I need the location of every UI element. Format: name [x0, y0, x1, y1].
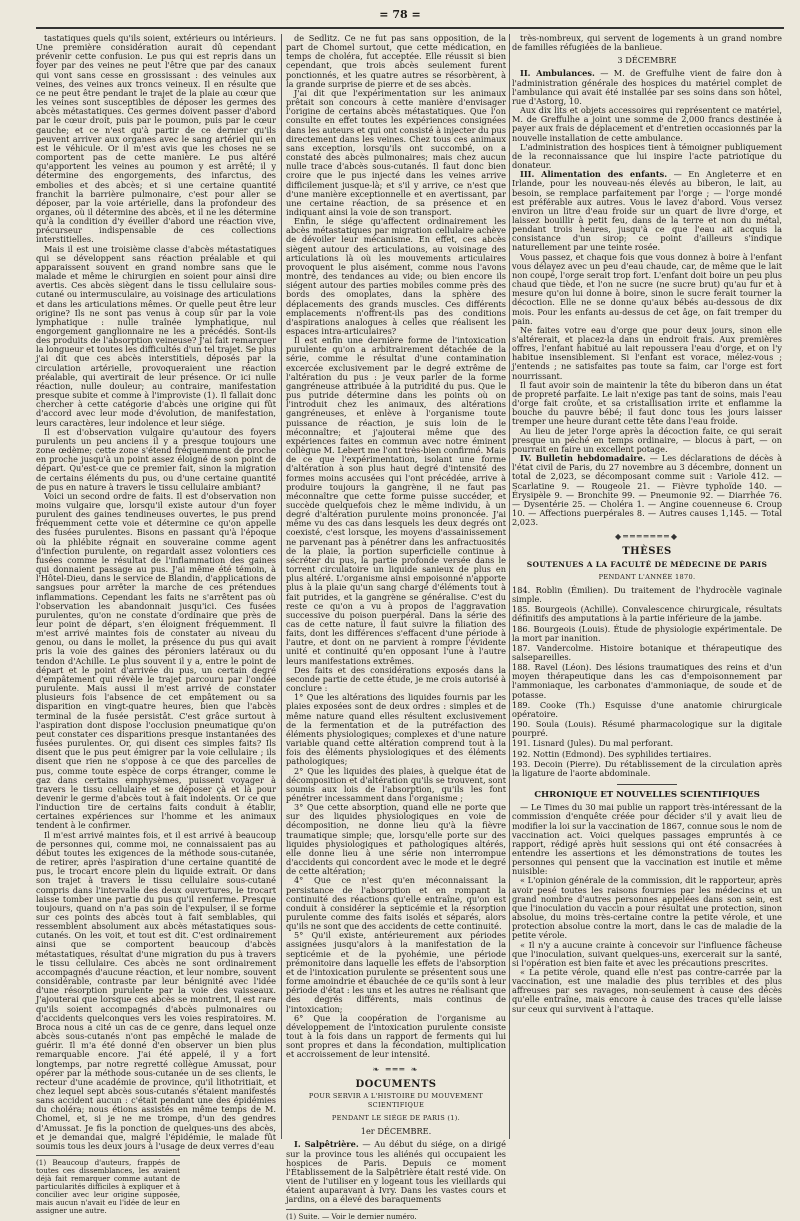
theses-title: THÈSES	[622, 546, 672, 558]
news-item-lead: III. Alimentation des enfants.	[520, 169, 668, 180]
paragraph: Des faits et des considérations exposés dans la seconde partie de cette étude, je me crois autorisé à conclure :	[286, 664, 506, 694]
news-item-text: Au lieu de jeter l'orge après la décoction faite, ce qui serait presque un péché en temps ordinaire, — blocus à part, — on pourrait en faire un excellent potage.	[512, 425, 782, 454]
news-item	[512, 69, 782, 106]
paragraph: Enfin, le siége qu'affectent ordinairement les abcès métastatiques par migration cellulaire achève de dévoiler leur mécanisme. En effet, ces abcès siègent autour des articulations, au voisinage des articulations là où les mouvements articulaires provoquent le plus aisément, comme nous l'avons montré, des tendances au vide; ou bien encore ils siégent autour des parties mobiles comme près des bords des omoplates, dans la sphère des déplacements des grands muscles. Ces différents emplacements n'offrent-ils pas des conditions d'aspirations analogues à celles que réalisent les espaces intra-articulaires?	[286, 216, 506, 336]
paragraph: — Le Times du 30 mai publie un rapport très-intéressant de la commission d'enquête créée pour décider s'il y avait lieu de modifier la loi sur la vaccination de 1867, connue sous le nom de vaccination act. Voici quelques passages empruntés à ce rapport, rédigé après huit sessions qui ont été consacrées à entendre les assertions et les démonstrations de toutes les personnes qui pensent que la vaccination est inutile et même nuisible:	[512, 802, 782, 877]
news-item-text: — Les déclarations de décès à l'état civil de Paris, du 27 novembre au 3 décembre, donnent un total de 2,023, se décomposant comme suit : Variole 412. — Scarlatine 9. — Rougeole 21. — Fièvre typhoïde 140. — Érysipèle 9. — Bronchite 99. — Pneumonie 92. — Diarrhée 76. — Dysentérie 25. — Choléra 1. — Angine couenneuse 6. Croup 10. — Affections puerpérales 8. — Autres causes 1,145. — Total 2,023.	[512, 453, 782, 528]
documents-date: 1er DÉCEMBRE.	[360, 1126, 432, 1137]
news-item	[512, 170, 782, 252]
paragraph: 2° Que les liquides des plaies, à quelque état de décomposition et d'altération qu'ils se trouvent, sont soumis aux lois de l'absorption, qu'ils les font pénétrer incessamment dans l'organisme ;	[286, 765, 506, 803]
column-divider	[509, 34, 510, 1139]
section-date: 3 DÉCEMBRE	[617, 55, 677, 66]
paragraph: 5° Qu'il existe, antérieurement aux périodes assignées jusqu'alors à la manifestation de la septicémie et de la pyohémie, une période prémonitoire dans laquelle les effets de l'absorption et de l'intoxication purulente se présentent sous une forme amoindrie et ébauchée de ce qu'ils sont à leur période d'état : les uns et les autres ne réalisant que des degrés différents, mais continus de l'intoxication;	[286, 930, 506, 1014]
thesis-item: 185. Bourgeois (Achille). Convalescence chirurgicale, résultats définitifs des amputations à la partie inférieure de la jambe.	[512, 604, 782, 624]
paragraph: tastatiques quels qu'ils soient, extérieurs ou intérieurs. Une première considération aurait dû cependant prévenir cette confusion. Le pus qui est repris dans un foyer par des veines ne peut l'être que par des canaux qui vont sans cesse en grossissant : des veinules aux veines, des veines aux troncs veineux. Il en résulte que ce ne peut être pendant le trajet de la plaie au cœur que les veines sont susceptibles de déposer les germes des abcès métastatiques. Ces germes doivent passer d'abord par le cœur droit, puis par le poumon, puis par le cœur gauche; et ce n'est qu'à partir de ce dernier qu'ils peuvent arriver aux organes avec le sang artériel qui en est le véhicule. Or il m'est avis que les choses ne se comportent pas de cette manière. Le pus altéré qu'apportent les veines au poumon y est arrêté; il y détermine des engorgements, des infarctus, des embolies et des abcès; et si une certaine quantité franchit la barrière pulmonaire, c'est pour aller se déposer, par la voie artérielle, dans la profondeur des organes, où il détermine des abcès, et il ne les détermine qu'à la condition d'y éveiller d'abord une réaction vive, précurseur indispensable de ces collections interstitielles.	[36, 33, 276, 245]
article-body-middle	[286, 34, 506, 1060]
paragraph: Mais il est une troisième classe d'abcès métastatiques qui se développent sans réaction préalable et qui apparaissent souvent en grand nombre sans que le malade et même le chirurgien en soient pour ainsi dire avertis. Ces abcès siègent dans le tissu cellulaire sous-cutané ou intermusculaire, au voisinage des articulations et dans les articulations mêmes. Or quelle peut être leur origine? Ils ne sont pas venus à coup sûr par la voie lymphatique : nulle traînée lymphatique, nul engorgement ganglionnaire ne les a précédés. Sont-ils des produits de l'absorption veineuse? J'ai fait remarquer la longueur et toutes les difficultés d'un tel trajet. Se plus j'ai dit que ces abcès interstitiels, déposés par la circulation artérielle, provoqueraient une réaction préalable, qui avertirait de leur présence. Or ici nulle réaction, nulle douleur; au contraire, manifestation presque subite et comme à l'improviste (1). Il fallait donc chercher à cette catégorie d'abcès une origine qui fût d'accord avec leur mode d'évolution, de manifestation, leurs caractères, leur indolence et leur siége.	[36, 243, 276, 428]
news-item	[512, 454, 782, 527]
documents-subtitle-1: POUR SERVIR A L'HISTOIRE DU MOUVEMENT SCIENTIFIQUE	[308, 1091, 484, 1109]
documents-items	[512, 69, 782, 527]
news-item-text: Aux dix lits et objets accessoires qui représentent ce matériel, M. de Greffulhe a joint une somme de 2,000 francs destinée à payer aux frais de déplacement et d'entretien occasionnés par la nouvelle installation de cette ambulance.	[512, 105, 782, 143]
continued-text: très-nombreux, qui servent de logements à un grand nombre de familles réfugiées de la banlieue.	[512, 33, 782, 53]
chronique-body	[512, 803, 782, 1014]
documents-item-lead: I. Salpêtrière.	[294, 1139, 359, 1150]
column-right	[512, 34, 782, 1134]
theses-list	[512, 586, 782, 778]
paragraph: Il est enfin une dernière forme de l'intoxication purulente qu'on a arbitrairement détachée de la série, comme le résultat d'une contamination excercée exclusivement par le degré extrême de l'altération du pus : je veux parler de la forme gangréneuse attribuée à la putridité du pus. Que le pus putride détermine dans les points où on l'introduit chez les animaux, des altérations gangréneuses, et enlève à l'organisme toute puissance de réaction, je suis loin de le méconnaître; et j'ajouterai même que des expériences faites en commun avec notre éminent collègue M. Lebert me l'ont très-bien confirmé. Mais de ce que l'expérimentation, isolant une forme d'altération à son plus haut degré d'intensité des formes moins accusées qui l'ont précédée, arrive à produire toujours la gangrène, il ne faut pas méconnaître que cette forme puisse succéder, et succède quelquefois chez le même individu, à un degré d'altération purulente moins prononcée. J'ai même vu des cas dans lesquels les deux degrés ont coexisté, c'est lorsque, les moyens d'assainissement ne parvenant pas à pénétrer dans les anfractuosités de la plaie, la portion superficielle continue à sécréter du pus, la partie profonde versée dans le torrent circulatoire un liquide sanieux de plus en plus altéré. L'organisme ainsi empoisonné n'apporte plus à la plaie qu'un sang chargé d'éléments tout à fait putrides, et la gangrène se généralise. C'est du reste ce qu'on a vu à propos de l'aggravation successive du poison puerpéral. Dans la série des cas de cette nature, il faut suivre la filiation des faits, dont les différences s'effacent d'une période à l'autre, et dont on ne parvient à rompre l'évidente unité et continuité qu'en opposant l'une à l'autre leurs manifestations extrêmes.	[286, 335, 506, 666]
thesis-item: 186. Bourgeois (Louis). Étude de physiologie expérimentale. De la mort par inanition.	[512, 623, 782, 643]
thesis-item: 184. Roblin (Émilien). Du traitement de l'hydrocèle vaginale simple.	[512, 584, 782, 605]
news-item	[512, 106, 782, 143]
documents-title: DOCUMENTS	[355, 1078, 437, 1090]
footnote-middle	[286, 1209, 418, 1221]
paragraph: Voici un second ordre de faits. Il est d'observation non moins vulgaire que, lorsqu'il existe autour d'un foyer purulent des gaines tendineuses ouvertes, le pus prend fréquemment cette voie et détermine ce qu'on appelle des fusées purulentes. Bisons en passant qu'à l'époque où la phlébite régnait en souveraine comme agent d'infection purulente, on regardait assez volontiers ces fusées comme le résultat de l'inflammation des gaines qui donnaient passage au pus. J'ai même été témoin, à l'Hôtel-Dieu, dans le service de Blandin, d'applications de sangsues pour arrêter la marche de ces prétendues inflammations. Cependant les faits ne s'arrêtent pas où l'observation les abandonnait jusqu'ici. Ces fusées purulentes, qu'on ne constate d'ordinaire que près de leur point de départ, s'en éloignent fréquemment. Il m'est arrivé maintes fois de constater au niveau du genou, ou dans le mollet, la présence du pus qui avait pris la voie des gaines des péroniers latéraux ou du tendon d'Achille. Le plus souvent il y a, entre le point de départ et le point d'arrivée du pus, un certain degré d'empâtement qui révèle le trajet parcouru par l'ondée purulente. Mais aussi il m'est arrivé de constater plusieurs fois l'absence de cet empâtement ou sa disparition en vingt-quatre heures, bien que l'abcès terminal de la fusée persistât. C'est grâce surtout à l'aspiration dont dispose l'occlusion pneumatique qu'on peut constater ces disparitions presque instantanées des fusées purulentes. Or, qui disent ces simples faits? Ils disent que le pus peut émigrer par la voie cellulaire ; ils disent que rien ne s'oppose à ce que des parcelles de pus, comme toute espèce de corps étranger, comme le gaz dans certains emphysèmes, puissent voyager à travers le tissu cellulaire et se déposer çà et là pour devenir le germe d'abcès tout à fait indolents. Or ce que l'induction tire de certains faits conduit à établir, certaines expériences sur l'homme et les animaux tendent à le confirmer.	[36, 490, 276, 831]
article-body-left	[36, 34, 276, 1151]
thesis-item: 192. Nottin (Edmond). Des syphilides tertiaires.	[512, 748, 712, 759]
news-item	[512, 427, 782, 454]
paragraph: 4° Que ce n'est qu'en méconnaissant la persistance de l'absorption et en rompant la continuité des réactions qu'elle entraîne, qu'on est conduit à considérer la septicémie et la résorption purulente comme des faits isolés et séparés, alors qu'ils ne sont que des accidents de cette continuité.	[286, 875, 506, 932]
paragraph: 1° Que les altérations des liquides fournis par les plaies exposées sont de deux ordres : simples et de même nature quand elles résultent exclusivement de la fermentation et de la putréfaction des éléments physiologiques; complexes et d'une nature variable quand cette altération comprend tout à la fois des éléments physiologiques et des éléments pathologiques;	[286, 692, 506, 767]
footnote-left	[36, 1155, 180, 1215]
news-item-text: L'administration des hospices tient à témoigner publiquement de la reconnaissance que lui inspire l'acte patriotique du donateur.	[512, 141, 782, 171]
news-item-text: Vous passez, et chaque fois que vous donnez à boire à l'enfant vous délayez avec un peu d'eau chaude, car, de même que le lait non coupé, l'orge serait trop fort. L'enfant doit boire un peu plus chaud que tiède, et l'on ne sucre (ne sucre brut) qu'au fur et à mesure qu'on lui donne à boire, sinon le sucre ferait tourner la décoction. Elle ne se donne qu'aux bébés au-dessous de dix mois. Pour les enfants au-dessus de cet âge, on fait tremper du pain.	[512, 251, 782, 326]
paragraph: « Il n'y a aucune crainte à concevoir sur l'influence fâcheuse que l'inoculation, suivant quelques-uns, exercerait sur la santé, si l'opération est bien faite et avec les précautions prescrites.	[512, 939, 782, 968]
thesis-item: 190. Soula (Louis). Résumé pharmacologique sur la digitale pourpré.	[512, 719, 782, 739]
theses-subtitle: SOUTENUES A LA FACULTÉ DE MÉDECINE DE PARIS	[526, 559, 768, 569]
news-item	[512, 143, 782, 170]
header-rule	[36, 27, 784, 29]
news-item-text: Il faut avoir soin de maintenir la tête du biberon dans un état de propreté parfaite. Le lait n'exige pas tant de soins, mais l'eau d'orge fait croûte, et sa cristallisation irrite et enflamme la bouche du pauvre bébé; il faut donc tous les jours laisser tremper une heure durant cette tête dans l'eau froide.	[512, 379, 782, 427]
news-item-lead: II. Ambulances.	[520, 68, 595, 79]
page-number: = 78 =	[379, 8, 421, 21]
paragraph: 3° Que cette absorption, quand elle ne porte que sur des liquides physiologiques en voie de décomposition, ne donne lieu qu'à la fièvre traumatique simple; que, lorsqu'elle porte sur des liquides physiologiques et pathologiques altérés, elle donne lieu à une série non interrompue d'accidents qui concordent avec le mode et le degré de cette altération;	[286, 802, 506, 877]
paragraph: « La petite vérole, quand elle n'est pas contre-carrée par la vaccination, est une maladie des plus terribles et des plus affreuses par ses ravages, non-seulement à cause des décès qu'elle entraîne, mais encore à cause des traces qu'elle laisse sur ceux qui survivent à l'attaque.	[512, 967, 782, 1014]
thesis-item: 188. Ravel (Léon). Des lésions traumatiques des reins et d'un moyen thérapeutique dans les cas d'empoisonnement par l'ammoniaque, les carbonates d'ammoniaque, de soude et de potasse.	[512, 662, 782, 700]
documents-footnote: (1) Suite. — Voir le dernier numéro.	[286, 1211, 417, 1221]
news-item-text: — En Angleterre et en Irlande, pour les nouveau-nés élevés au biberon, le lait, au besoin, se remplace parfaitement par l'orge ; — l'orge mondé est préférable aux autres. Vous le lavez d'abord. Vous versez environ un litre d'eau froide sur un quart de livre d'orge, et laissez bouillir à petit feu, dans de la terre et non du métal, pendant trois heures, jusqu'à ce que l'eau ait acquis la consistance d'un sirop; ce point d'ailleurs s'indique naturellement par une teinte rosée.	[512, 169, 782, 253]
thesis-item: 187. Vandercolme. Histoire botanique et thérapeutique des salsepareilles.	[512, 642, 782, 662]
paragraph: de Sedlitz. Ce ne fut pas sans opposition, de la part de Chomel surtout, que cette médication, en temps de choléra, fut acceptée. Elle réussit si bien cependant, que trois abcès seulement furent ponctionnés, et les quatre autres se résorbèrent, à la grande surprise de pierre et de ses abcès.	[286, 33, 506, 89]
documents-item-text: — Au début du siége, on a dirigé sur la province tous les aliénés qui occupaient les hospices de Paris. Depuis ce moment l'Établissement de la Salpêtrière était resté vide. On vient de l'utiliser en y logeant tous les vieillards qui étaient auparavant à Ivry. Dans les vastes cours et jardins, on a élevé des baraquements	[286, 1139, 506, 1205]
news-item-lead: IV. Bulletin hebdomadaire.	[520, 453, 646, 464]
paragraph: Il m'est arrivé maintes fois, et il est arrivé à beaucoup de personnes qui, comme moi, ne connaissaient pas au début toutes les exigences de la méthode sous-cutanée, de retirer, après l'aspiration d'une certaine quantité de pus, le trocart encore plein du liquide extrait. Or dans son trajet à travers le tissu cellulaire sous-cutané compris dans l'intervalle des deux ouvertures, le trocart laisse tomber une partie du pus qu'il renferme. Presque toujours, quand on n'a pas soin de l'expulser, il se forme sur ces points des abcès tout à fait semblables, qui ressemblent absolument aux abcès métastatiques sous-cutanés. On les voit, et tout est dit. C'est ordinairement ainsi que se comportent beaucoup d'abcès métastatiques, résultat d'une migration du pus à travers le tissu cellulaire. Ces abcès ne sont ordinairement accompagnés d'aucune réaction, et leur nombre, souvent considérable, contraste par leur bénignité avec l'idée d'une résorption purulente par la voie des vaisseaux. J'ajouterai que lorsque ces abcès se montrent, il est rare qu'ils soient accompagnés d'abcès pulmonaires ou d'accidents quelconques vers les voies respiratoires. M. Broca nous a cité un cas de ce genre, dans lequel onze abcès sous-cutanés n'ont pas empêché le malade de guérir. Il m'a été donné d'en observer un bien plus remarquable encore. J'ai été appelé, il y a fort longtemps, par notre regretté collègue Amussat, pour opérer par la méthode sous-cutanée un de ses clients, le recteur d'une académie de province, qu'il lithotritiait, et chez lequel sept abcès sous-cutanés s'étaient manifestés sans accident aucun : c'était pendant une des épidémies du choléra; nous étions assistés en même temps de M. Chomel, et, si je ne me trompe, d'un des gendres d'Amussat. Je fis la ponction de quelques-uns des abcès, et je demandai que, malgré l'épidémie, le malade fût soumis tous les deux jours à l'usage de deux verres d'eau	[36, 829, 276, 1151]
thesis-item: 193. Decoin (Pierre). Du rétablissement de la circulation après la ligature de l'aorte abdominale.	[512, 758, 782, 778]
news-item-text: — M. de Greffulhe vient de faire don à l'administration générale des hospices du matériel complet de l'ambulance qui avait été installée par ses soins dans son hôtel, rue d'Astorg, 10.	[512, 68, 782, 106]
paragraph: Il est d'observation vulgaire qu'autour des foyers purulents un peu anciens il y a presque toujours une zone œdème; cette zone s'étend fréquemment de proche en proche jusqu'à un point assez éloigné de son point de départ. Qu'est-ce que ce premier fait, sinon la migration de certains éléments du pus, ou d'une certaine quantité de pus en nature à travers le tissu cellulaire ambiant?	[36, 426, 276, 492]
paragraph: J'ai dit que l'expérimentation sur les animaux prêtait son concours à cette manière d'envisager l'origine de certains abcès métastatiques. Que l'on consulte en effet toutes les expériences consignées dans les auteurs et qui ont consisté à injecter du pus directement dans les veines. Chez tous ces animaux sans exception, lorsqu'ils ont succombé, on a constaté des abcès pulmonaires; mais chez aucun nulle trace d'abcès sous-cutanés. Il faut donc bien croire que le pus injecté dans les veines arrive difficilement jusque-là; et s'il y arrive, ce n'est que d'une manière exceptionnelle et en avertissant, par une certaine réaction, de sa présence et en indiquant ainsi la voie de son transport.	[286, 87, 506, 217]
chronique-title: CHRONIQUE ET NOUVELLES SCIENTIFIQUES	[534, 790, 760, 801]
thesis-item: 191. Lisnard (Jules). Du mal perforant.	[512, 738, 674, 749]
section-ornament: ❧ ═══ ❧	[372, 1064, 420, 1074]
footnote-text: (1) Beaucoup d'auteurs, frappés de toutes ces dissemblances, les avaient déjà fait remarquer comme autant de particularités difficiles à expliquer et à concilier avec leur origine supposée, mais aucun n'avait eu l'idée de leur en assigner une autre.	[36, 1158, 180, 1216]
paragraph: 6° Que la coopération de l'organisme au développement de l'intoxication purulente consiste tout à la fois dans un rapport de ferments qui lui sont propres et dans la fécondation, multiplication et accroissement de leur intensité.	[286, 1012, 506, 1060]
thesis-item: 189. Cooke (Th.) Esquisse d'une anatomie chirurgicale opératoire.	[512, 699, 782, 719]
section-ornament: ◆═══════◆	[614, 532, 680, 542]
theses-period: PENDANT L'ANNÉE 1870.	[598, 572, 696, 581]
column-left	[36, 33, 276, 1216]
paragraph: « L'opinion générale de la commission, dit le rapporteur, après avoir pesé toutes les raisons fournies par les médecins et un grand nombre d'autres personnes appelées dans son sein, est que l'inoculation du vaccin a pour résultat une protection, sinon absolue, du moins très-certaine contre la petite vérole, et une protection absolue contre la mort, dans le cas de maladie de la petite vérole.	[512, 875, 782, 941]
news-item	[512, 253, 782, 326]
documents-subtitle-2: PENDANT LE SIÉGE DE PARIS (1).	[331, 1114, 461, 1123]
column-divider	[281, 34, 282, 1139]
column-middle	[286, 33, 506, 1221]
news-item-text: Ne faites votre eau d'orge que pour deux jours, sinon elle s'altérerait, et placez-la dans un endroit frais. Aux premières offres, l'enfant habitué au lait repoussera l'eau d'orge, et on l'y habitue insensiblement. Si l'enfant est vorace, mélez-vous ; j'entends ; ne satisfaites pas toute sa faim, car l'orge est fort nourrissant.	[512, 324, 782, 381]
news-item	[512, 381, 782, 427]
documents-item	[286, 1140, 506, 1204]
divider	[617, 784, 677, 785]
news-item	[512, 326, 782, 381]
